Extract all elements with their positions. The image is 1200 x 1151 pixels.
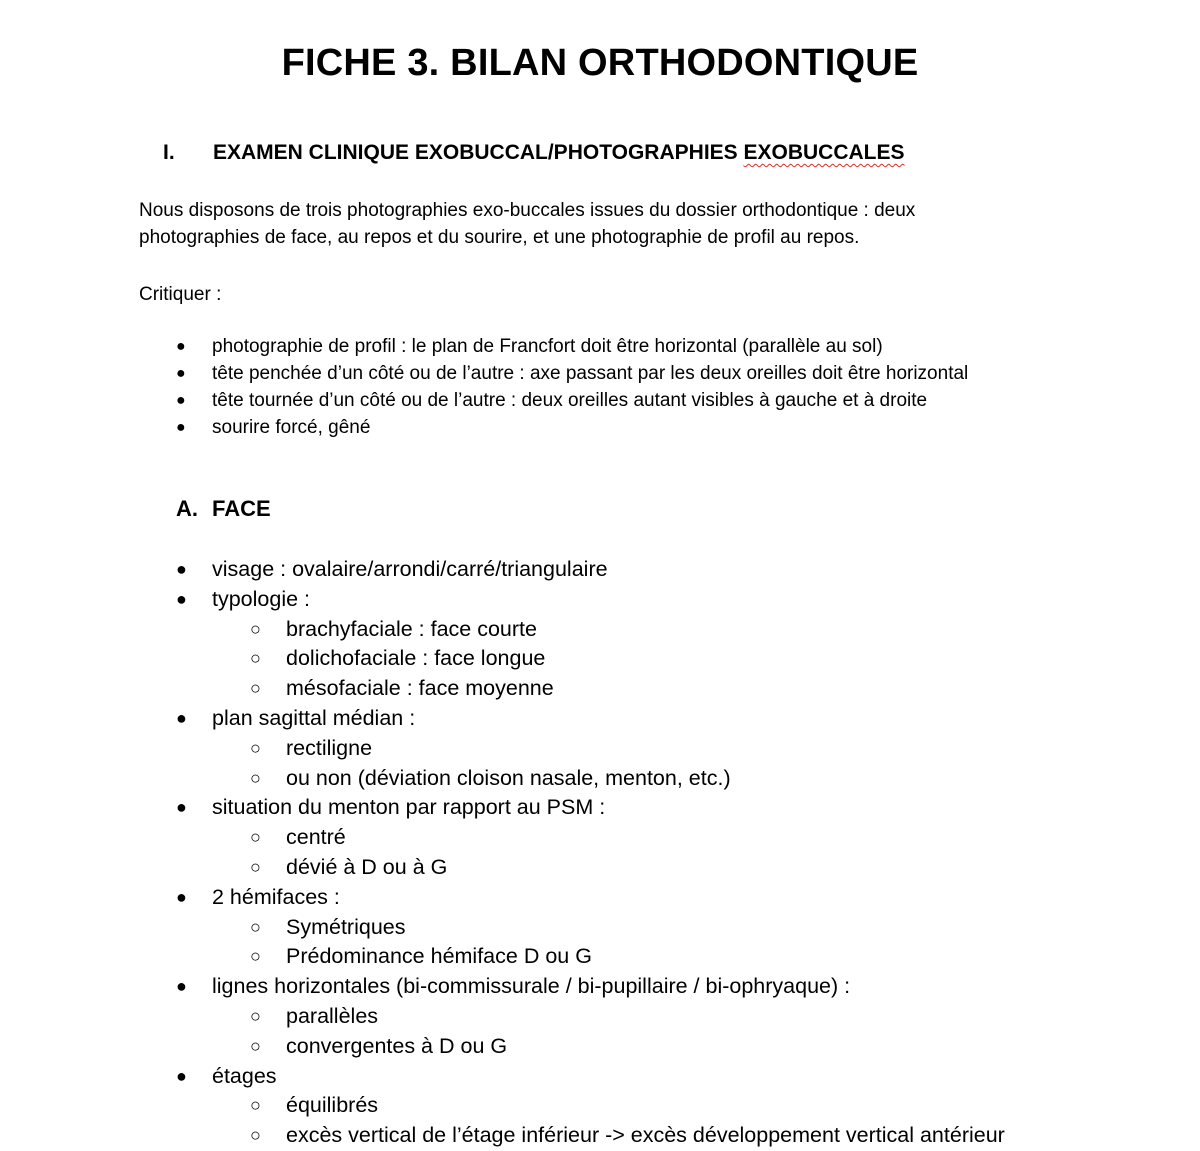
sub-list-item (0, 1002, 1005, 1032)
circle-bullet-icon: ○ (250, 1125, 261, 1146)
list-item (0, 360, 968, 387)
subsection-letter: A. (176, 496, 198, 521)
critique-label: Critiquer : (139, 284, 222, 305)
bullet-icon: ● (176, 588, 187, 609)
sub-list-item-text: dolichofaciale : face longue (286, 646, 546, 671)
spellcheck-flagged-word[interactable]: EXOBUCCALES (743, 141, 905, 164)
sub-list-item (0, 734, 1005, 764)
sub-list-item-text: brachyfaciale : face courte (286, 616, 537, 641)
list-item (0, 793, 1005, 823)
bullet-icon: ● (176, 419, 186, 436)
list-item (0, 333, 968, 360)
intro-line: photographies de face, au repos et du sourire, et une photographie de profil au repos. (139, 227, 860, 248)
sub-list-item-text: rectiligne (286, 735, 373, 760)
circle-bullet-icon: ○ (250, 648, 261, 669)
sub-list-item-text: équilibrés (286, 1093, 379, 1118)
critique-list (0, 333, 968, 441)
circle-bullet-icon: ○ (250, 946, 261, 967)
sub-list-item (0, 1121, 1005, 1151)
list-item (0, 585, 1005, 615)
list-item-text: typologie : (212, 586, 311, 611)
bullet-icon: ● (176, 338, 186, 355)
intro-line: Nous disposons de trois photographies exo-buccales issues du dossier orthodontique : deux (139, 200, 916, 221)
list-item-text: 2 hémifaces : (212, 884, 340, 909)
sub-list-item (0, 1091, 1005, 1121)
document-title: FICHE 3. BILAN ORTHODONTIQUE (281, 42, 919, 84)
bullet-icon: ● (176, 797, 187, 818)
circle-bullet-icon: ○ (250, 618, 261, 639)
list-item (0, 414, 968, 441)
list-item (0, 1062, 1005, 1092)
sub-list-item-text: mésofaciale : face moyenne (286, 676, 554, 701)
sub-list-item (0, 764, 1005, 794)
subsection-title: FACE (212, 496, 271, 521)
list-item-text: photographie de profil : le plan de Francfort doit être horizontal (parallèle au sol) (212, 336, 883, 357)
sub-list-item-text: centré (286, 825, 346, 850)
sub-list-item (0, 644, 1005, 674)
circle-bullet-icon: ○ (250, 916, 261, 937)
bullet-icon: ● (176, 559, 187, 579)
list-item-text: situation du menton par rapport au PSM : (212, 795, 606, 820)
circle-bullet-icon: ○ (250, 678, 261, 699)
circle-bullet-icon: ○ (250, 1005, 261, 1026)
circle-bullet-icon: ○ (250, 1095, 261, 1116)
intro-paragraph (139, 197, 915, 251)
circle-bullet-icon: ○ (250, 767, 261, 788)
bullet-icon: ● (176, 1065, 187, 1086)
sub-list-item-text: ou non (déviation cloison nasale, menton, etc.) (286, 765, 731, 790)
bullet-icon: ● (176, 392, 186, 409)
list-item (0, 704, 1005, 734)
circle-bullet-icon: ○ (250, 856, 261, 877)
sub-list-item-text: parallèles (286, 1003, 379, 1028)
sub-list-item (0, 913, 1005, 943)
sub-list-item-text: Symétriques (286, 914, 406, 939)
sub-list-item (0, 853, 1005, 883)
circle-bullet-icon: ○ (250, 827, 261, 848)
sub-list-item (0, 942, 1005, 972)
list-item (0, 555, 1005, 585)
sub-list-item-text: excès vertical de l’étage inférieur -> excès développement vertical antérieur (286, 1123, 1005, 1148)
sub-list-item (0, 1032, 1005, 1062)
circle-bullet-icon: ○ (250, 1035, 261, 1056)
circle-bullet-icon: ○ (250, 737, 261, 758)
list-item (0, 883, 1005, 913)
sub-list-item-text: dévié à D ou à G (286, 854, 448, 879)
section-heading-text: EXAMEN CLINIQUE EXOBUCCAL/PHOTOGRAPHIES (213, 141, 744, 164)
sub-list-item-text: Prédominance hémiface D ou G (286, 944, 592, 969)
sub-list-item-text: convergentes à D ou G (286, 1033, 508, 1058)
section-number: I. (163, 141, 175, 164)
bullet-icon: ● (176, 976, 187, 997)
list-item-text: tête penchée d’un côté ou de l’autre : axe passant par les deux oreilles doit être horizontal (212, 363, 969, 384)
list-item (0, 387, 968, 414)
list-item-text: sourire forcé, gêné (212, 417, 371, 438)
list-item-text: visage : ovalaire/arrondi/carré/triangulaire (212, 557, 608, 581)
sub-list-item (0, 615, 1005, 645)
sub-list-item (0, 674, 1005, 704)
sub-list-item (0, 823, 1005, 853)
face-criteria-list (0, 555, 1005, 1151)
bullet-icon: ● (176, 365, 186, 382)
section-heading-1 (163, 138, 905, 168)
bullet-icon: ● (176, 886, 187, 907)
list-item-text: lignes horizontales (bi-commissurale / bi-pupillaire / bi-ophryaque) : (212, 974, 851, 999)
list-item (0, 972, 1005, 1002)
list-item-text: plan sagittal médian : (212, 705, 416, 730)
list-item-text: tête tournée d’un côté ou de l’autre : deux oreilles autant visibles à gauche et à droite (212, 390, 928, 411)
subsection-heading-face (176, 494, 271, 524)
bullet-icon: ● (176, 707, 187, 728)
list-item-text: étages (212, 1063, 277, 1088)
